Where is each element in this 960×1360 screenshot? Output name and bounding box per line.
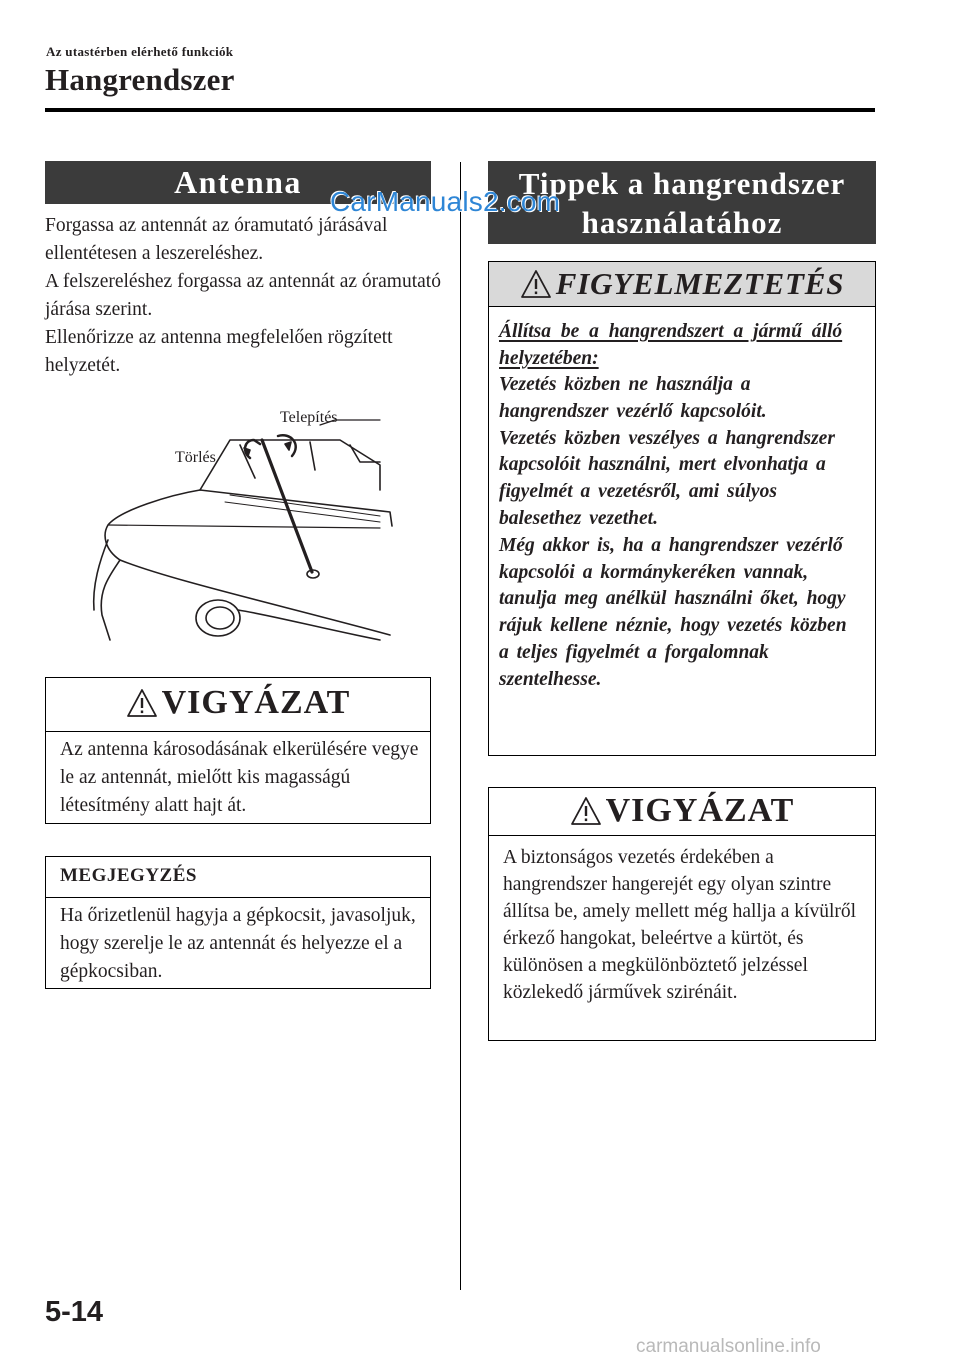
warning-box <box>488 261 876 756</box>
antenna-figure <box>80 400 420 650</box>
page-number: 5-14 <box>45 1296 104 1328</box>
caution-text: A biztonságos vezetés érdekében a hangrendszer hangerejét egy olyan szintre állítsa be, amely mellett még hallja a kívülről érkező hangokat, beleértve a kürtöt, és különösen a megkülönböztető jelzéssel közlekedő járművek szirénáit. <box>503 847 857 1003</box>
tips-heading: Tippek a hangrendszer használatához <box>488 161 876 244</box>
warning-triangle-icon <box>570 796 602 826</box>
watermark-bottom: carmanualsonline.info <box>636 1336 821 1357</box>
warning-heading <box>489 262 875 307</box>
header-rule <box>45 108 875 112</box>
note-title: MEGJEGYZÉS <box>60 865 197 886</box>
warning-triangle-icon <box>126 688 158 718</box>
antenna-heading: Antenna <box>45 161 431 204</box>
warning-title: FIGYELMEZTETÉS <box>555 266 845 301</box>
note-text: Ha őrizetlenül hagyja a gépkocsit, javasoljuk, hogy szerelje le az antennát és helyezze el a gépkocsiban. <box>60 905 416 982</box>
caution-heading <box>46 682 430 724</box>
caution-title: VIGYÁZAT <box>605 792 795 829</box>
warning-triangle-icon <box>520 269 552 299</box>
caution-box-right <box>488 787 876 1041</box>
car-rear-antenna-illustration <box>80 400 420 650</box>
warning-lead: Állítsa be a hangrendszert a jármű álló helyzetében: <box>499 321 843 369</box>
section-label: Az utastérben elérhető funkciók <box>46 44 234 59</box>
caution-title: VIGYÁZAT <box>161 684 351 721</box>
caution-divider <box>46 731 430 732</box>
label-install: Telepítés <box>280 409 338 426</box>
column-divider <box>460 162 461 1290</box>
note-box <box>45 856 431 989</box>
antenna-instructions: Forgassa az antennát az óramutató járásával ellentétesen a leszereléshez. A felszereléshez forgassa az antennát az óramutató járása szerint. Ellenőrizze az antenna megfelelően rögzített helyzetét. <box>45 215 441 376</box>
caution-heading <box>489 790 875 832</box>
caution-box-left <box>45 677 431 824</box>
chapter-title: Hangrendszer <box>45 62 235 97</box>
warning-text: Vezetés közben ne használja a hangrendszer vezérlő kapcsolóit. Vezetés közben veszélyes a hangrendszer kapcsolóit használni, mert elvonhatja a figyelmét a vezetésről, ami súlyos balesethez vezethet. Még akkor is, ha a hangrendszer vezérlő kapcsolói a kormánykeréken vannak, tanulja meg anélkül használni őket, hogy rájuk kellene néznie, hogy vezetés közben a teljes figyelmét a forgalomnak szentelhesse. <box>499 374 847 690</box>
watermark-top: CarManuals2.com <box>330 186 561 217</box>
caution-divider <box>489 835 875 836</box>
caution-text: Az antenna károsodásának elkerülésére vegye le az antennát, mielőtt kis magasságú létesítmény alatt hajt át. <box>60 739 419 816</box>
label-remove: Törlés <box>175 449 216 466</box>
note-divider <box>46 897 430 898</box>
